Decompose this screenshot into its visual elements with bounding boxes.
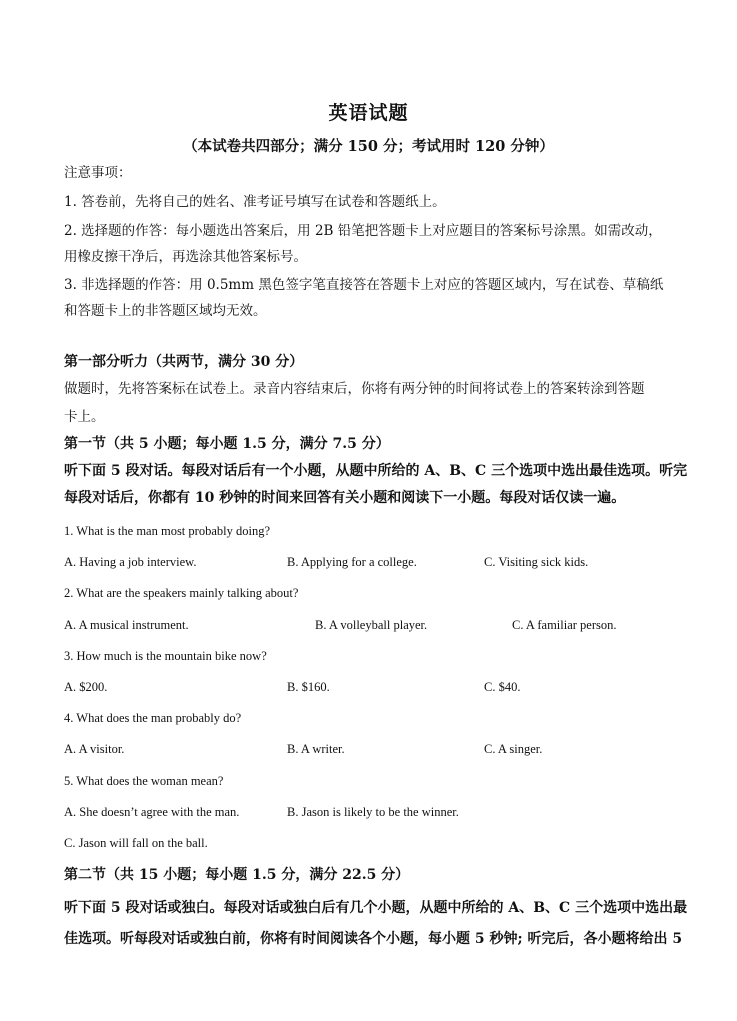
question-stem: 4. What does the man probably do? bbox=[64, 711, 242, 725]
option-a: A. She doesn’t agree with the man. bbox=[64, 805, 240, 819]
option-a: A. Having a job interview. bbox=[64, 555, 197, 569]
option-b: B. Applying for a college. bbox=[287, 555, 417, 569]
notes-line: 用橡皮擦干净后，再选涂其他答案标号。 bbox=[64, 249, 307, 265]
exam-title: 英语试题 bbox=[328, 102, 409, 124]
part1-intro-line: 卡上。 bbox=[64, 409, 105, 425]
option-b: B. A volleyball player. bbox=[315, 618, 428, 632]
section2-heading: 第二节（共 15 小题；每小题 1.5 分，满分 22.5 分） bbox=[64, 867, 410, 883]
section1-instruction-line: 听下面 5 段对话。每段对话后有一个小题，从题中所给的 A、B、C 三个选项中选出最佳选项。听完 bbox=[64, 463, 688, 479]
option-c: C. Jason will fall on the ball. bbox=[64, 836, 208, 850]
option-b: B. A writer. bbox=[287, 742, 345, 756]
option-a: A. $200. bbox=[64, 680, 108, 694]
exam-subtitle: （本试卷共四部分；满分 150 分；考试用时 120 分钟） bbox=[183, 138, 554, 155]
part1-intro-line: 做题时，先将答案标在试卷上。录音内容结束后，你将有两分钟的时间将试卷上的答案转涂到答题 bbox=[64, 381, 645, 397]
notes-line: 1. 答卷前，先将自己的姓名、准考证号填写在试卷和答题纸上。 bbox=[64, 194, 446, 210]
notes-line: 和答题卡上的非答题区域均无效。 bbox=[64, 303, 267, 319]
question-stem: 1. What is the man most probably doing? bbox=[64, 524, 270, 538]
section1-heading: 第一节（共 5 小题；每小题 1.5 分，满分 7.5 分） bbox=[64, 436, 390, 452]
option-c: C. A familiar person. bbox=[512, 618, 617, 632]
notes-line: 2. 选择题的作答：每小题选出答案后，用 2B 铅笔把答题卡上对应题目的答案标号涂黑。如需改动， bbox=[64, 223, 662, 239]
notes-line: 3. 非选择题的作答：用 0.5mm 黑色签字笔直接答在答题卡上对应的答题区域内，写在试卷、草稿纸 bbox=[64, 277, 664, 293]
option-c: C. $40. bbox=[484, 680, 521, 694]
section2-instruction-line: 听下面 5 段对话或独白。每段对话或独白后有几个小题，从题中所给的 A、B、C 三个选项中选出最 bbox=[64, 900, 688, 916]
question-stem: 5. What does the woman mean? bbox=[64, 774, 224, 788]
option-c: C. A singer. bbox=[484, 742, 543, 756]
option-a: A. A visitor. bbox=[64, 742, 125, 756]
part1-heading: 第一部分听力（共两节，满分 30 分） bbox=[64, 354, 304, 370]
question-stem: 3. How much is the mountain bike now? bbox=[64, 649, 267, 663]
option-b: B. $160. bbox=[287, 680, 330, 694]
option-c: C. Visiting sick kids. bbox=[484, 555, 589, 569]
option-b: B. Jason is likely to be the winner. bbox=[287, 805, 459, 819]
section2-instruction-line: 佳选项。听每段对话或独白前，你将有时间阅读各个小题，每小题 5 秒钟; 听完后，各小题将给出 5 bbox=[64, 931, 683, 947]
option-a: A. A musical instrument. bbox=[64, 618, 189, 632]
question-stem: 2. What are the speakers mainly talking about? bbox=[64, 586, 299, 600]
notes-heading: 注意事项： bbox=[64, 165, 132, 181]
section1-instruction-line: 每段对话后，你都有 10 秒钟的时间来回答有关小题和阅读下一小题。每段对话仅读一遍。 bbox=[64, 490, 626, 506]
